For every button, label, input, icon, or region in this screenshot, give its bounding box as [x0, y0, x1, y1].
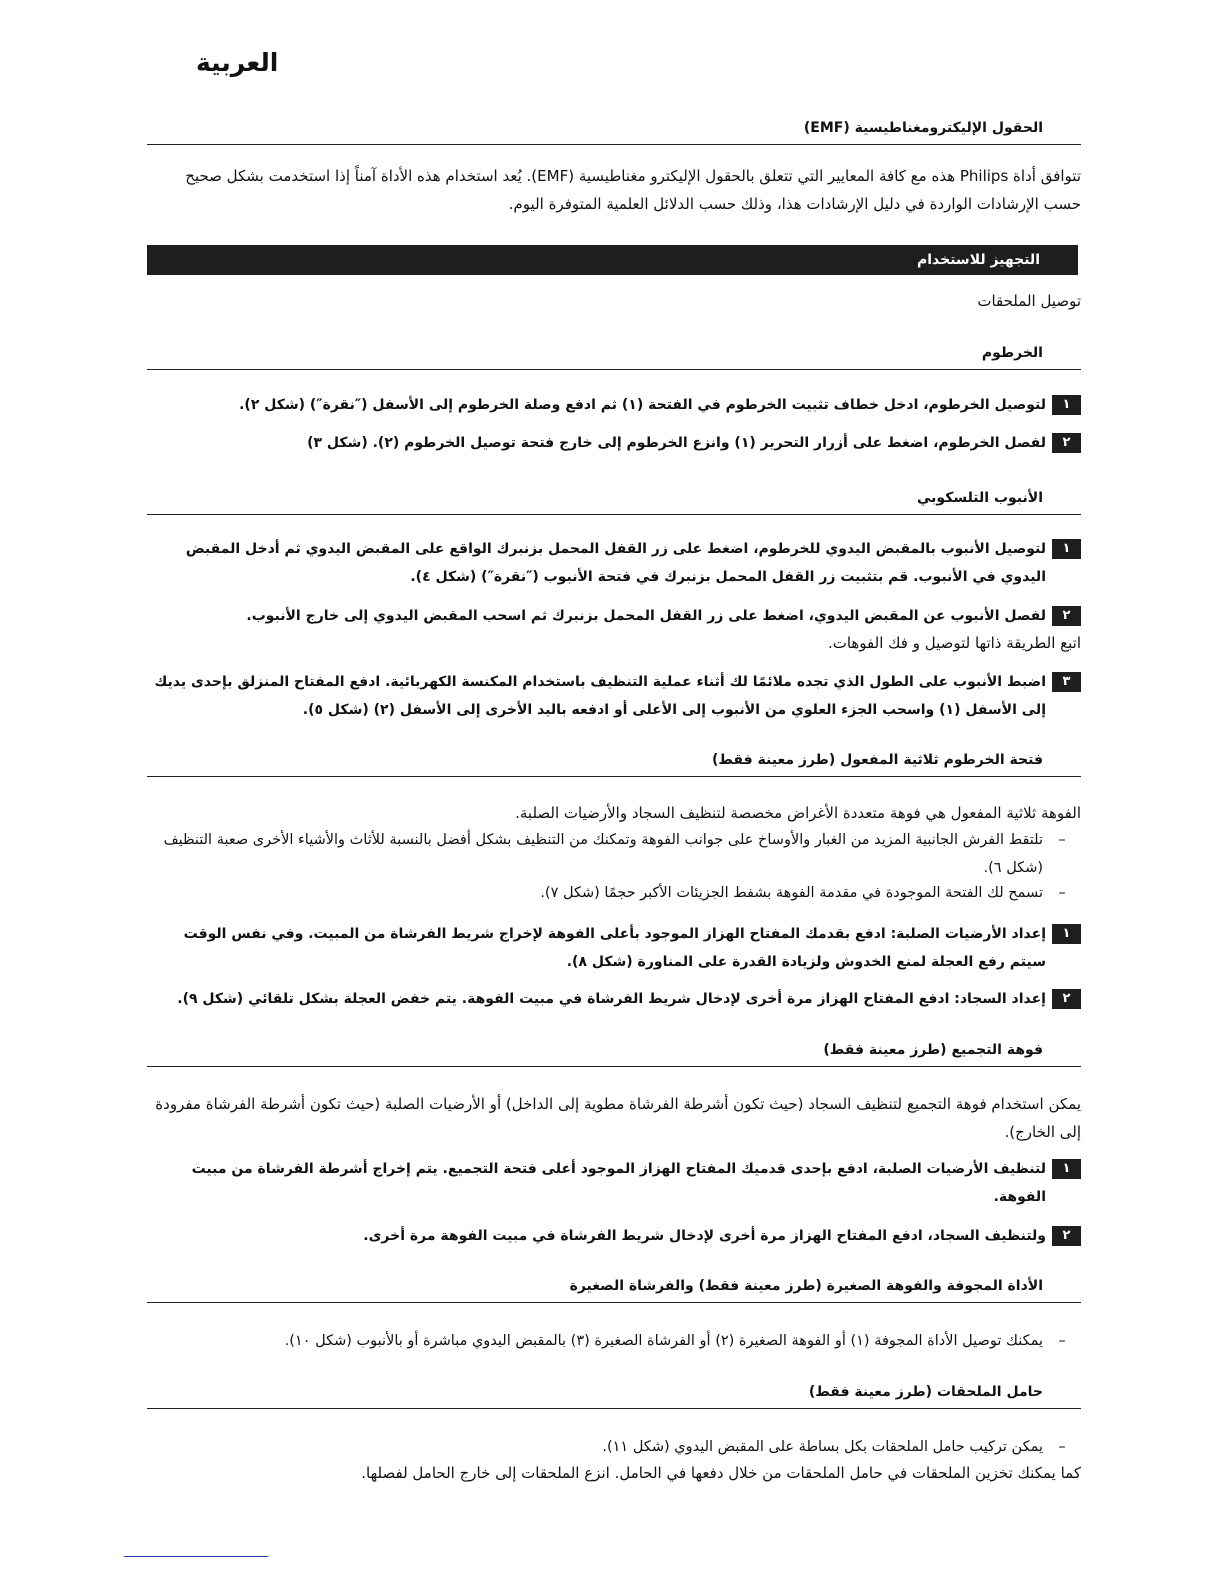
step-number: ١ [1052, 395, 1081, 415]
step-text: لفصل الخرطوم، اضغط على أزرار التحرير (١) وانزع الخرطوم إلى خارج فتحة توصيل الخرطوم (٢). (شكل ٣) [307, 435, 1046, 451]
step-number: ١ [1052, 539, 1081, 559]
step-text: لتوصيل الأنبوب بالمقبض اليدوي للخرطوم، اضغط على زر القفل المحمل بزنبرك الواقع على المقبض اليدوي ثم أدخل المقبض اليدوي في الأنبوب. قم بتثبيت زر القفل المحمل بزنبرك في فتحة الأنبوب (″نقرة″) (شكل ٤). [185, 541, 1046, 585]
step-text: لتنظيف الأرضيات الصلبة، ادفع بإحدى قدميك المفتاح الهزاز الموجود أعلى فتحة التجميع. يتم إخراج أشرطة الفرشاة من مبيت الفوهة. [191, 1161, 1046, 1205]
trinozzle-heading: فتحة الخرطوم ثلاثية المفعول (طرز معينة فقط) [147, 750, 1081, 777]
step-text: لفصل الأنبوب عن المقبض اليدوي، اضغط على زر القفل المحمل بزنبرك ثم اسحب المقبض اليدوي إلى خارج الأنبوب. [246, 608, 1046, 624]
tube-step-3 [147, 668, 1081, 724]
emf-body [147, 162, 1081, 218]
hose-step-2 [147, 429, 1081, 457]
prep-subtitle-block [147, 287, 1081, 315]
dash-bullet: – [1058, 1333, 1066, 1349]
trinozzle-intro-block [147, 799, 1081, 827]
crevice-bullet [147, 1327, 1081, 1355]
step-number: ٢ [1052, 1226, 1081, 1246]
dash-bullet: – [1058, 885, 1066, 901]
hose-heading: الخرطوم [147, 343, 1081, 370]
trinozzle-bullet-2 [147, 879, 1081, 907]
trinozzle-section [147, 750, 1081, 777]
step-number: ٣ [1052, 672, 1081, 692]
step-text: لتوصيل الخرطوم، ادخل خطاف تثبيت الخرطوم في الفتحة (١) ثم ادفع وصلة الخرطوم إلى الأسفل (″نقرة″) (شكل ٢). [239, 397, 1046, 413]
tube-heading: الأنبوب التلسكوبي [147, 488, 1081, 515]
step-number: ١ [1052, 1159, 1081, 1179]
prep-section [147, 245, 1078, 275]
bullet-text: تلتقط الفرش الجانبية المزيد من الغبار والأوساخ على جوانب الفوهة وتمكنك من التنظيف بشكل أفضل بالنسبة للأثاث والأشياء الأخرى صعبة التنظيف (شكل ٦). [163, 832, 1043, 876]
step-text: إعداد الأرضيات الصلبة: ادفع بقدمك المفتاح الهزاز الموجود بأعلى الفوهة لإخراج شريط الفرشاة من المبيت. وفي نفس الوقت سيتم رفع العجلة لمنع الخدوش ولزيادة القدرة على المناورة (شكل ٨). [183, 926, 1046, 970]
tube-step-1 [147, 535, 1081, 591]
crevice-heading: الأداة المجوفة والفوهة الصغيرة (طرز معينة فقط) والفرشاة الصغيرة [147, 1276, 1081, 1303]
prep-bar-title: التجهيز للاستخدام [147, 245, 1078, 275]
step-text: إعداد السجاد: ادفع المفتاح الهزاز مرة أخرى لإدخال شريط الفرشاة في مبيت الفوهة. يتم خفض العجلة بشكل تلقائي (شكل ٩). [177, 991, 1046, 1007]
tube-note: اتبع الطريقة ذاتها لتوصيل و فك الفوهات. [827, 634, 1081, 652]
step-number: ٢ [1052, 606, 1081, 626]
combo-step-2 [147, 1222, 1081, 1250]
tube-note-block [147, 629, 1081, 657]
dash-bullet: – [1058, 832, 1066, 848]
trinozzle-step-1 [147, 920, 1081, 976]
bullet-text: تسمح لك الفتحة الموجودة في مقدمة الفوهة بشفط الجزيئات الأكبر حجمًا (شكل ٧). [540, 885, 1043, 901]
language-title: العربية [196, 48, 279, 77]
tube-section [147, 488, 1081, 515]
holder-heading: حامل الملحقات (طرز معينة فقط) [147, 1382, 1081, 1409]
trinozzle-intro: الفوهة ثلاثية المفعول هي فوهة متعددة الأغراض مخصصة لتنظيف السجاد والأرضيات الصلبة. [515, 804, 1081, 822]
trinozzle-bullet-1 [147, 826, 1081, 882]
hose-step-1 [147, 391, 1081, 419]
holder-bullet [147, 1433, 1081, 1461]
dash-bullet: – [1058, 1439, 1066, 1455]
prep-subtitle: توصيل الملحقات [977, 292, 1081, 310]
step-text: ولتنظيف السجاد، ادفع المفتاح الهزاز مرة أخرى لإدخال شريط الفرشاة في مبيت الفوهة مرة أخرى. [363, 1228, 1046, 1244]
holder-note-block [147, 1459, 1081, 1487]
hose-section [147, 343, 1081, 370]
bullet-text: يمكنك توصيل الأداة المجوفة (١) أو الفوهة الصغيرة (٢) أو الفرشاة الصغيرة (٣) بالمقبض اليدوي مباشرة أو بالأنبوب (شكل ١٠). [284, 1333, 1043, 1349]
combo-intro: يمكن استخدام فوهة التجميع لتنظيف السجاد (حيث تكون أشرطة الفرشاة مطوية إلى الداخل) أو الأرضيات الصلبة (حيث تكون أشرطة الفرشاة مفرودة إلى الخارج). [155, 1095, 1081, 1141]
emf-section [147, 118, 1081, 145]
step-text: اضبط الأنبوب على الطول الذي تجده ملائمًا لك أثناء عملية التنظيف باستخدام المكنسة الكهربائية. ادفع المفتاح المنزلق بإحدى يديك إلى الأسفل (١) واسحب الجزء العلوي من الأنبوب إلى الأعلى أو ادفعه باليد الأخرى إلى الأسفل (٢) (شكل ٥). [154, 674, 1046, 718]
step-number: ٢ [1052, 433, 1081, 453]
combo-step-1 [147, 1155, 1081, 1211]
footer-divider [124, 1556, 268, 1557]
emf-heading: الحقول الإليكترومغناطيسية (EMF) [147, 118, 1081, 145]
crevice-section [147, 1276, 1081, 1303]
step-number: ١ [1052, 924, 1081, 944]
combo-section [147, 1040, 1081, 1067]
holder-note: كما يمكنك تخزين الملحقات في حامل الملحقات من خلال دفعها في الحامل. انزع الملحقات إلى خارج الحامل لفصلها. [361, 1464, 1081, 1482]
combo-heading: فوهة التجميع (طرز معينة فقط) [147, 1040, 1081, 1067]
step-number: ٢ [1052, 989, 1081, 1009]
holder-section [147, 1382, 1081, 1409]
bullet-text: يمكن تركيب حامل الملحقات بكل بساطة على المقبض اليدوي (شكل ١١). [602, 1439, 1043, 1455]
emf-paragraph: تتوافق أداة Philips هذه مع كافة المعايير التي تتعلق بالحقول الإليكترو مغناطيسية (EMF). يُعد استخدام هذه الأداة آمناً إذا استخدمت بشكل صحيح حسب الإرشادات الواردة في دليل الإرشادات هذا، وذلك حسب الدلائل العلمية المتوفرة اليوم. [185, 167, 1081, 213]
trinozzle-step-2 [147, 985, 1081, 1013]
tube-step-2 [147, 602, 1081, 630]
combo-intro-block [147, 1090, 1081, 1146]
